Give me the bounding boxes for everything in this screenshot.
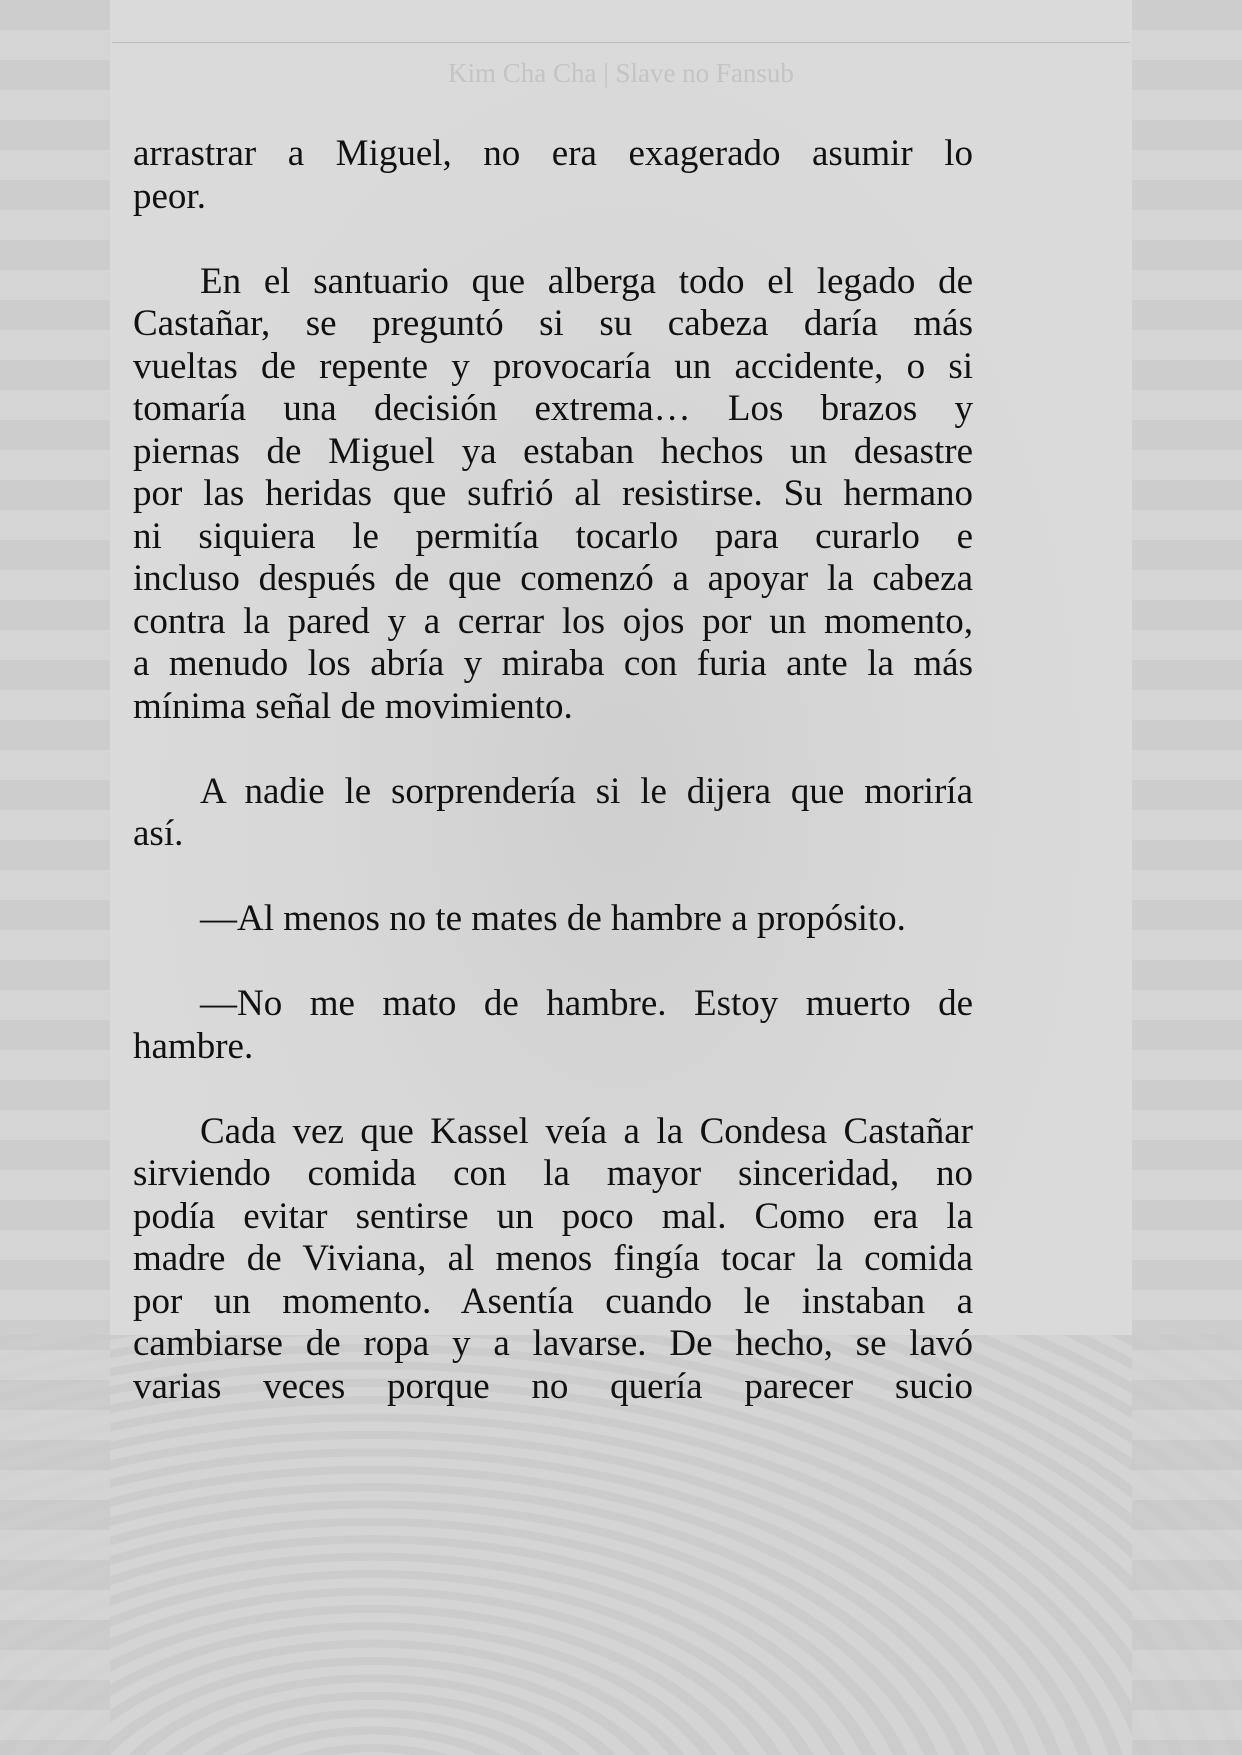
- text-line: incluso después de que comenzó a apoyar la cabeza: [133, 558, 973, 599]
- page-header-watermark: Kim Cha Cha | Slave no Fansub: [448, 58, 794, 88]
- ornamental-border-right: [1132, 0, 1242, 1755]
- text-line: por las heridas que sufrió al resistirse. Su hermano: [133, 473, 973, 514]
- paragraph: [133, 983, 973, 1068]
- text-line: madre de Viviana, al menos fingía tocar la comida: [133, 1238, 973, 1279]
- text-line: contra la pared y a cerrar los ojos por un momento,: [133, 600, 973, 642]
- ornamental-border-left: [0, 0, 110, 1755]
- text-line: podía evitar sentirse un poco mal. Como era la: [133, 1195, 973, 1237]
- paragraph: [133, 261, 973, 729]
- text-line: varias veces porque no quería parecer sucio: [133, 1365, 973, 1407]
- text-line: —No me mato de hambre. Estoy muerto de: [200, 983, 973, 1024]
- text-line: peor.: [133, 175, 206, 217]
- text-line: cambiarse de ropa y a lavarse. De hecho, se lavó: [133, 1323, 973, 1364]
- paragraph: [133, 898, 973, 941]
- text-line: A nadie le sorprendería si le dijera que moriría: [200, 770, 973, 812]
- text-line: tomaría una decisión extrema… Los brazos y: [133, 388, 973, 429]
- text-line: vueltas de repente y provocaría un accidente, o si: [133, 345, 973, 387]
- text-line: —Al menos no te mates de hambre a propósito.: [200, 898, 906, 939]
- text-line: así.: [133, 813, 184, 854]
- paragraph: [133, 133, 973, 218]
- ornamental-frame-line: [112, 42, 1130, 43]
- text-line: a menudo los abría y miraba con furia ante la más: [133, 643, 973, 684]
- document-body: [133, 133, 973, 1451]
- text-line: Castañar, se preguntó si su cabeza daría más: [133, 303, 973, 344]
- text-line: Cada vez que Kassel veía a la Condesa Castañar: [200, 1110, 973, 1152]
- text-line: En el santuario que alberga todo el legado de: [200, 260, 973, 302]
- paragraph: [133, 1111, 973, 1409]
- text-line: hambre.: [133, 1025, 254, 1067]
- text-line: ni siquiera le permitía tocarlo para curarlo e: [133, 515, 973, 557]
- text-line: piernas de Miguel ya estaban hechos un desastre: [133, 430, 973, 472]
- paragraph: [133, 771, 973, 856]
- text-line: mínima señal de movimiento.: [133, 685, 573, 727]
- text-line: por un momento. Asentía cuando le instaban a: [133, 1280, 973, 1322]
- text-line: sirviendo comida con la mayor sinceridad, no: [133, 1153, 973, 1194]
- text-line: arrastrar a Miguel, no era exagerado asumir lo: [133, 133, 973, 174]
